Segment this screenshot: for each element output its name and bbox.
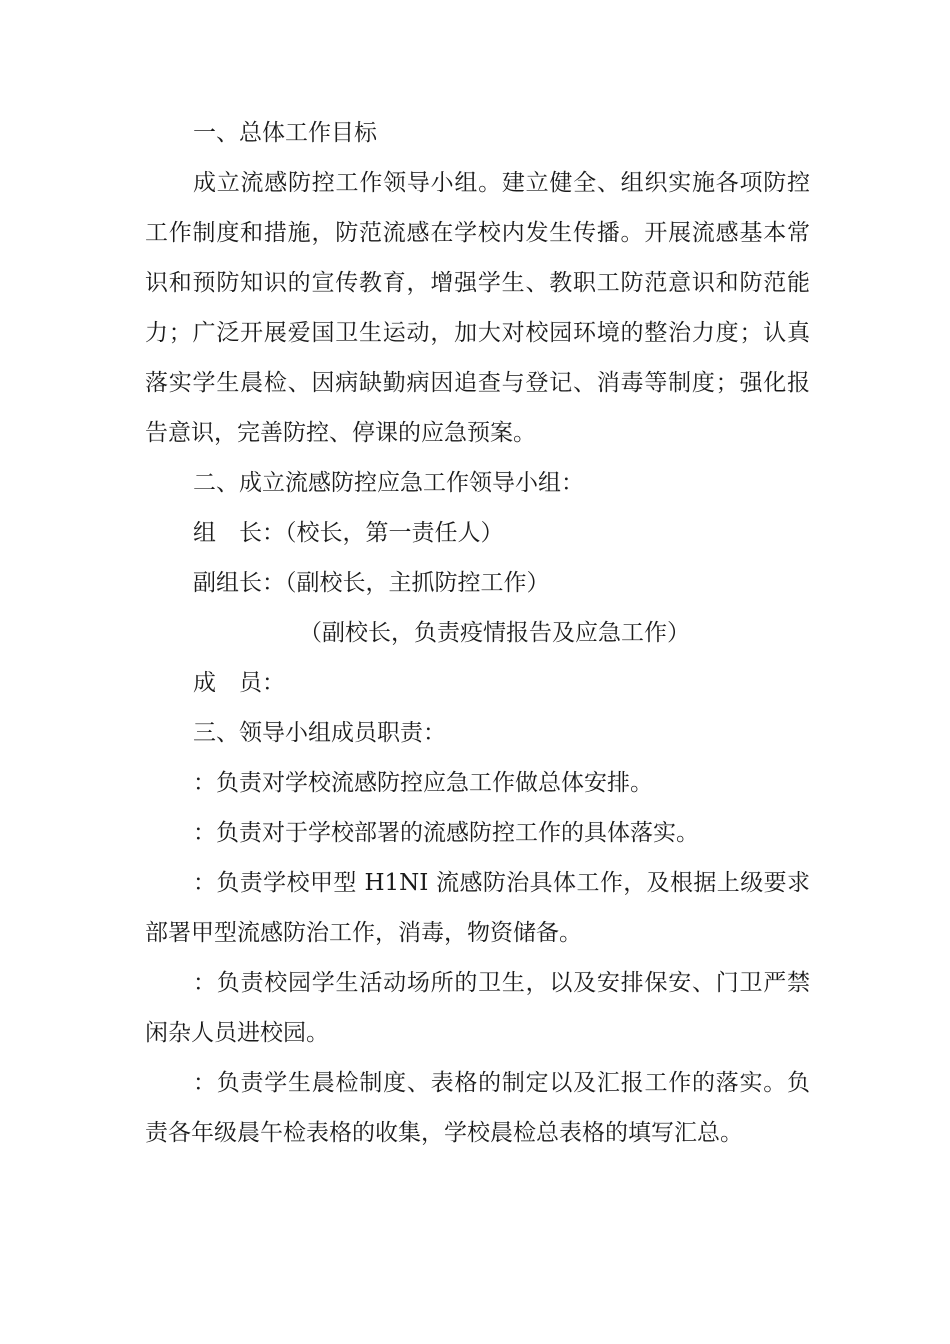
duty-item: ：负责对于学校部署的流感防控工作的具体落实。 [193, 820, 699, 846]
duty-item: ：负责校园学生活动场所的卫生，以及安排保安、门卫严禁闲杂人员进校园。 [145, 970, 810, 1046]
document-page [145, 108, 810, 1158]
section-1-body: 成立流感防控工作领导小组。建立健全、组织实施各项防控工作制度和措施，防范流感在学校内发生传播。开展流感基本常识和预防知识的宣传教育，增强学生、教职工防范意识和防范能力；广泛开展爱国卫生运动，加大对校园环境的整治力度；认真落实学生晨检、因病缺勤病因追查与登记、消毒等制度；强化报告意识，完善防控、停课的应急预案。 [145, 170, 810, 446]
section-1-heading: 一、总体工作目标 [193, 120, 377, 146]
section-2-heading: 二、成立流感防控应急工作领导小组： [193, 470, 584, 496]
group-leader-line: 组 长：（校长，第一责任人） [193, 520, 504, 546]
duty-item: ：负责学生晨检制度、表格的制定以及汇报工作的落实。负责各年级晨午检表格的收集，学校晨检总表格的填写汇总。 [145, 1070, 810, 1146]
section-3-heading: 三、领导小组成员职责： [193, 720, 446, 746]
members-line: 成 员： [193, 670, 285, 696]
deputy-leader-line-1: 副组长：（副校长，主抓防控工作） [193, 570, 550, 596]
duty-item: ：负责学校甲型 H1NI 流感防治具体工作，及根据上级要求部署甲型流感防治工作，消毒，物资储备。 [145, 870, 810, 946]
duty-item: ：负责对学校流感防控应急工作做总体安排。 [193, 770, 653, 796]
deputy-leader-line-2: （副校长，负责疫情报告及应急工作） [299, 620, 690, 646]
